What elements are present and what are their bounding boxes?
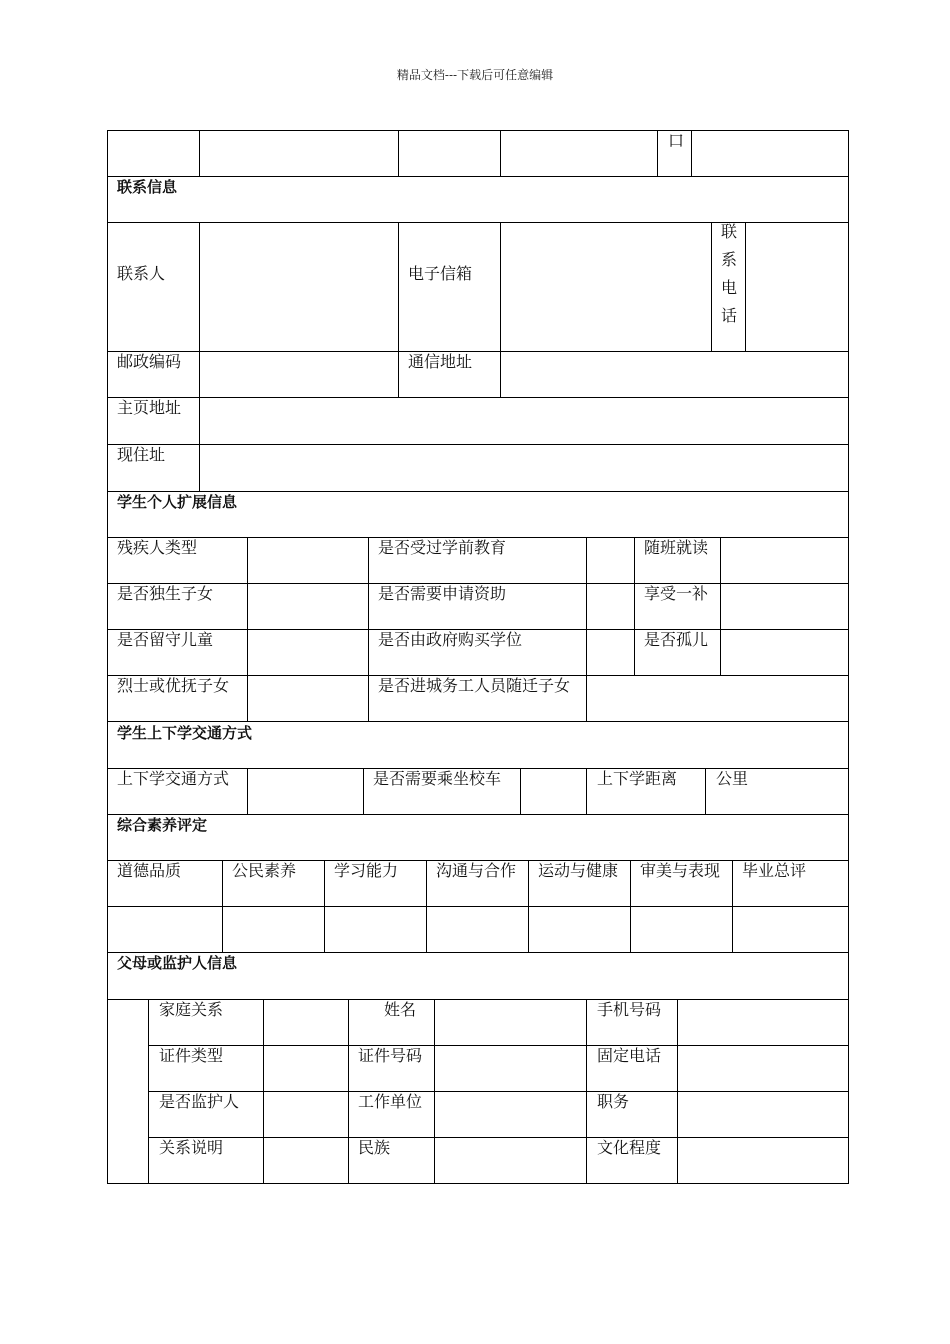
- martyr-field[interactable]: [248, 676, 368, 721]
- disability-type-label: 残疾人类型: [117, 538, 198, 557]
- eval-value-field[interactable]: [223, 907, 324, 952]
- subsidy-field[interactable]: [721, 584, 848, 629]
- aid-label: 是否需要申请资助: [378, 584, 507, 603]
- education-label: 文化程度: [597, 1138, 662, 1157]
- mail-address-label: 通信地址: [408, 352, 473, 371]
- id-type-label: 证件类型: [159, 1046, 224, 1065]
- preschool-label: 是否受过学前教育: [378, 538, 507, 557]
- section-contact-title: 联系信息: [117, 178, 178, 196]
- transport-mode-field[interactable]: [248, 769, 363, 814]
- email-field[interactable]: [501, 223, 711, 351]
- is-guardian-label: 是否监护人: [159, 1092, 240, 1111]
- employer-label: 工作单位: [358, 1092, 423, 1111]
- aid-field[interactable]: [587, 584, 634, 629]
- kou-label: 口: [668, 131, 685, 150]
- subsidy-label: 享受一补: [644, 584, 709, 603]
- disability-type-field[interactable]: [248, 538, 368, 583]
- preschool-field[interactable]: [587, 538, 634, 583]
- phone-field[interactable]: [746, 223, 848, 351]
- landline-label: 固定电话: [597, 1046, 662, 1065]
- migrant-field[interactable]: [587, 676, 848, 721]
- with-class-field[interactable]: [721, 538, 848, 583]
- migrant-label: 是否进城务工人员随迁子女: [378, 676, 571, 695]
- employer-field[interactable]: [435, 1092, 586, 1137]
- left-behind-label: 是否留守儿童: [117, 630, 214, 649]
- eval-col-label: 审美与表现: [640, 861, 721, 880]
- current-address-field[interactable]: [200, 445, 848, 491]
- eval-value-field[interactable]: [108, 907, 222, 952]
- left-behind-field[interactable]: [248, 630, 368, 675]
- eval-col-label: 公民素养: [232, 861, 297, 880]
- mobile-label: 手机号码: [597, 1000, 662, 1019]
- contact-person-label: 联系人: [117, 264, 166, 283]
- postcode-field[interactable]: [200, 352, 398, 397]
- eval-col-label: 沟通与合作: [436, 861, 517, 880]
- section-extended-title: 学生个人扩展信息: [117, 493, 238, 511]
- gov-seat-label: 是否由政府购买学位: [378, 630, 523, 649]
- eval-col-label: 道德品质: [117, 861, 182, 880]
- ethnicity-field[interactable]: [435, 1138, 586, 1183]
- eval-value-field[interactable]: [325, 907, 426, 952]
- id-number-label: 证件号码: [358, 1046, 423, 1065]
- school-bus-label: 是否需要乘坐校车: [373, 769, 502, 788]
- relation-label: 家庭关系: [159, 1000, 224, 1019]
- homepage-label: 主页地址: [117, 398, 182, 417]
- mail-address-field[interactable]: [501, 352, 848, 397]
- current-address-label: 现住址: [117, 445, 166, 464]
- mobile-field[interactable]: [678, 1000, 848, 1045]
- martyr-label: 烈士或优抚子女: [117, 676, 230, 695]
- education-field[interactable]: [678, 1138, 848, 1183]
- contact-person-field[interactable]: [200, 223, 398, 351]
- eval-value-field[interactable]: [427, 907, 528, 952]
- phone-label: 联系电话: [721, 222, 738, 325]
- name-field[interactable]: [435, 1000, 586, 1045]
- orphan-field[interactable]: [721, 630, 848, 675]
- position-field[interactable]: [678, 1092, 848, 1137]
- transport-mode-label: 上下学交通方式: [117, 769, 230, 788]
- only-child-field[interactable]: [248, 584, 368, 629]
- eval-value-field[interactable]: [631, 907, 732, 952]
- relation-field[interactable]: [264, 1000, 348, 1045]
- eval-col-label: 毕业总评: [742, 861, 807, 880]
- relation-note-label: 关系说明: [159, 1138, 224, 1157]
- section-guardian-title: 父母或监护人信息: [117, 954, 238, 972]
- name-label: 姓名: [384, 1000, 417, 1019]
- homepage-field[interactable]: [200, 398, 848, 444]
- page-header: 精品文档---下载后可任意编辑: [396, 68, 554, 82]
- ethnicity-label: 民族: [358, 1138, 391, 1157]
- postcode-label: 邮政编码: [117, 352, 182, 371]
- email-label: 电子信箱: [408, 264, 473, 283]
- orphan-label: 是否孤儿: [644, 630, 709, 649]
- eval-value-field[interactable]: [733, 907, 848, 952]
- position-label: 职务: [597, 1092, 630, 1111]
- eval-col-label: 运动与健康: [538, 861, 619, 880]
- only-child-label: 是否独生子女: [117, 584, 214, 603]
- school-bus-field[interactable]: [521, 769, 586, 814]
- is-guardian-field[interactable]: [264, 1092, 348, 1137]
- section-transport-title: 学生上下学交通方式: [117, 724, 253, 742]
- distance-label: 上下学距离: [597, 769, 678, 788]
- with-class-label: 随班就读: [644, 538, 709, 557]
- relation-note-field[interactable]: [264, 1138, 348, 1183]
- id-number-field[interactable]: [435, 1046, 586, 1091]
- id-type-field[interactable]: [264, 1046, 348, 1091]
- eval-value-field[interactable]: [529, 907, 630, 952]
- gov-seat-field[interactable]: [587, 630, 634, 675]
- landline-field[interactable]: [678, 1046, 848, 1091]
- section-evaluation-title: 综合素养评定: [117, 816, 208, 834]
- km-unit-label: 公里: [716, 769, 749, 788]
- eval-col-label: 学习能力: [334, 861, 399, 880]
